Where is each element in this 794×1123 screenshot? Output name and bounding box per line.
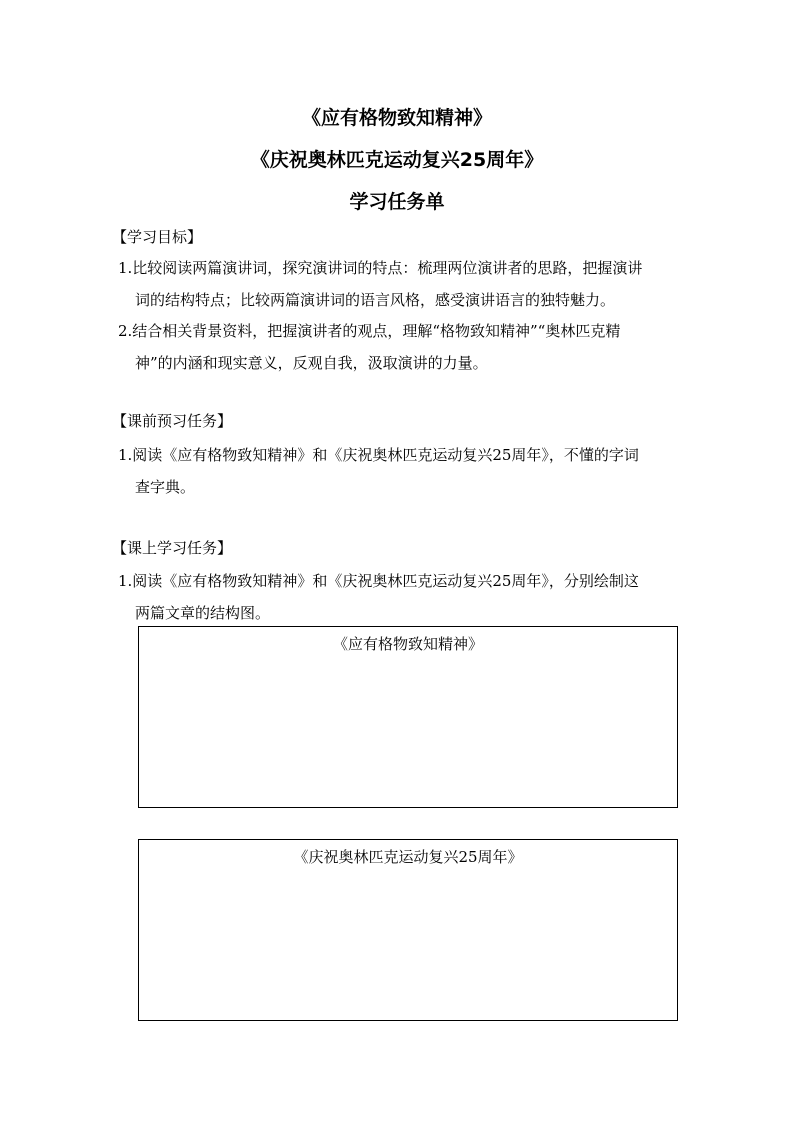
structure-box-title-article-two: 《庆祝奥林匹克运动复兴25周年》: [293, 848, 523, 866]
objective-item-2: [118, 315, 684, 379]
objective-item-2-line-1: 2.结合相关背景资料，把握演讲者的观点，理解“格物致知精神”“奥林匹克精: [118, 322, 621, 340]
inclass-item-1-line-1: 1.阅读《应有格物致知精神》和《庆祝奥林匹克运动复兴25周年》，分别绘制这: [118, 572, 639, 590]
inclass-item-1: [118, 565, 684, 629]
objective-item-1: [118, 252, 684, 316]
preview-item-1: [118, 439, 684, 503]
objective-item-1-line-1: 1.比较阅读两篇演讲词，探究演讲词的特点：梳理两位演讲者的思路，把握演讲: [118, 259, 643, 277]
objective-item-2-line-2: 神”的内涵和现实意义，反观自我，汲取演讲的力量。: [135, 354, 488, 372]
structure-diagram-box-article-two[interactable]: [138, 839, 678, 1021]
inclass-heading: 【课上学习任务】: [112, 539, 233, 557]
structure-diagram-box-article-one[interactable]: [138, 626, 678, 808]
objective-item-1-line-2: 词的结构特点；比较两篇演讲词的语言风格，感受演讲语言的独特魅力。: [135, 291, 616, 309]
title-article-two: 《庆祝奥林匹克运动复兴25周年》: [250, 149, 544, 171]
preview-heading: 【课前预习任务】: [112, 412, 233, 430]
objectives-heading: 【学习目标】: [112, 228, 203, 246]
preview-item-1-line-2: 查字典。: [135, 478, 196, 496]
preview-item-1-line-1: 1.阅读《应有格物致知精神》和《庆祝奥林匹克运动复兴25周年》，不懂的字词: [118, 446, 639, 464]
worksheet-title: 学习任务单: [349, 191, 445, 213]
title-article-one: 《应有格物致知精神》: [301, 107, 492, 129]
structure-box-title-article-one: 《应有格物致知精神》: [332, 635, 483, 653]
inclass-item-1-line-2: 两篇文章的结构图。: [135, 604, 271, 622]
